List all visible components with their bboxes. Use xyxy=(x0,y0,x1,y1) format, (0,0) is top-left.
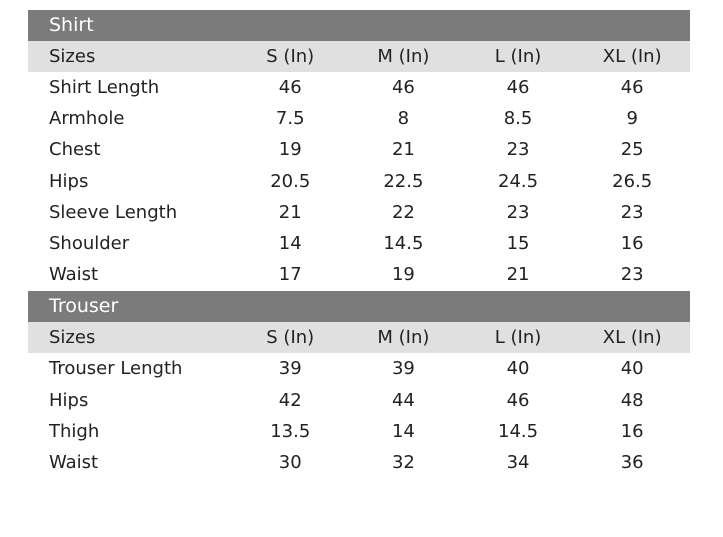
cell-s: 20.5 xyxy=(270,170,311,192)
cell-xl: 48 xyxy=(620,389,644,411)
cell-l: 46 xyxy=(506,77,530,99)
cell-xl: 25 xyxy=(620,139,644,161)
shirt-header-row xyxy=(28,41,690,72)
cell-l: 21 xyxy=(506,264,530,286)
shirt-header-m: M (In) xyxy=(377,46,430,67)
shirt-header-sizes: Sizes xyxy=(49,46,96,67)
table-row xyxy=(28,197,690,228)
cell-m: 44 xyxy=(391,389,415,411)
row-label: Thigh xyxy=(49,420,100,442)
cell-m: 32 xyxy=(391,452,415,474)
cell-s: 14 xyxy=(278,233,302,255)
row-label: Hips xyxy=(49,389,89,411)
cell-m: 19 xyxy=(391,264,415,286)
cell-xl: 16 xyxy=(620,420,644,442)
trouser-header-m: M (In) xyxy=(377,327,430,348)
table-row xyxy=(28,384,690,415)
shirt-header-s: S (In) xyxy=(266,46,315,67)
cell-xl: 23 xyxy=(620,264,644,286)
table-row xyxy=(28,103,690,134)
table-row xyxy=(28,134,690,165)
cell-l: 23 xyxy=(506,139,530,161)
cell-m: 22.5 xyxy=(383,170,424,192)
cell-xl: 40 xyxy=(620,358,644,380)
row-label: Shoulder xyxy=(49,233,130,255)
cell-xl: 9 xyxy=(626,108,638,130)
trouser-header-row xyxy=(28,322,690,353)
row-label: Waist xyxy=(49,264,99,286)
cell-m: 22 xyxy=(391,201,415,223)
table-row xyxy=(28,228,690,259)
cell-l: 40 xyxy=(506,358,530,380)
cell-xl: 46 xyxy=(620,77,644,99)
cell-l: 34 xyxy=(506,452,530,474)
row-label: Sleeve Length xyxy=(49,201,178,223)
cell-xl: 16 xyxy=(620,233,644,255)
row-label: Trouser Length xyxy=(49,358,183,380)
table-row xyxy=(28,353,690,384)
row-label: Armhole xyxy=(49,108,125,130)
table-row xyxy=(28,416,690,447)
cell-xl: 23 xyxy=(620,201,644,223)
cell-l: 46 xyxy=(506,389,530,411)
cell-s: 30 xyxy=(278,452,302,474)
row-label: Chest xyxy=(49,139,101,161)
cell-l: 15 xyxy=(506,233,530,255)
cell-m: 8 xyxy=(397,108,410,130)
row-label: Shirt Length xyxy=(49,77,160,99)
cell-s: 42 xyxy=(278,389,302,411)
cell-xl: 26.5 xyxy=(612,170,653,192)
cell-s: 17 xyxy=(278,264,302,286)
shirt-size-table xyxy=(28,10,690,290)
cell-l: 24.5 xyxy=(498,170,539,192)
cell-l: 23 xyxy=(506,201,530,223)
row-label: Hips xyxy=(49,170,89,192)
cell-m: 21 xyxy=(391,139,415,161)
shirt-header-l: L (In) xyxy=(494,46,542,67)
cell-m: 14 xyxy=(391,420,415,442)
cell-s: 21 xyxy=(278,201,302,223)
row-label: Waist xyxy=(49,452,99,474)
trouser-header-l: L (In) xyxy=(494,327,542,348)
cell-s: 46 xyxy=(278,77,302,99)
cell-m: 46 xyxy=(391,77,415,99)
cell-m: 14.5 xyxy=(383,233,424,255)
cell-m: 39 xyxy=(391,358,415,380)
cell-s: 19 xyxy=(278,139,302,161)
cell-l: 8.5 xyxy=(503,108,533,130)
trouser-header-s: S (In) xyxy=(266,327,315,348)
cell-s: 13.5 xyxy=(270,420,311,442)
shirt-section-title: Shirt xyxy=(28,10,690,41)
shirt-header-xl: XL (In) xyxy=(602,46,662,67)
table-row xyxy=(28,166,690,197)
table-row xyxy=(28,447,690,478)
table-row xyxy=(28,72,690,103)
cell-l: 14.5 xyxy=(498,420,539,442)
trouser-section-title: Trouser xyxy=(28,291,690,322)
trouser-header-xl: XL (In) xyxy=(602,327,662,348)
trouser-size-table xyxy=(28,291,690,479)
cell-xl: 36 xyxy=(620,452,644,474)
cell-s: 7.5 xyxy=(275,108,305,130)
trouser-header-sizes: Sizes xyxy=(49,327,96,348)
cell-s: 39 xyxy=(278,358,302,380)
table-row xyxy=(28,259,690,290)
